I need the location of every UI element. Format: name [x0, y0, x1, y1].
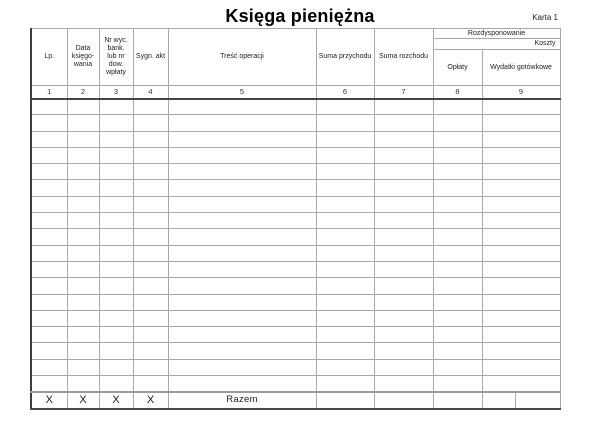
column-number-2: 2	[67, 86, 99, 99]
entry-cell-col8	[433, 196, 482, 212]
entry-cell-col7	[374, 229, 433, 245]
entry-cell-col4	[133, 229, 168, 245]
entry-cell-col4	[133, 99, 168, 115]
entry-cell-col3	[99, 180, 133, 196]
entry-cell-col8	[433, 327, 482, 343]
entry-cell-col9	[482, 115, 560, 131]
entry-row	[31, 310, 560, 326]
entry-cell-col8	[433, 343, 482, 359]
entry-cell-col1	[31, 180, 67, 196]
column-number-row	[31, 86, 560, 99]
entry-cell-col4	[133, 213, 168, 229]
entry-cell-col7	[374, 147, 433, 163]
entry-row	[31, 229, 560, 245]
entry-cell-col1	[31, 278, 67, 294]
entry-cell-col9	[482, 196, 560, 212]
entry-cell-col5	[168, 164, 316, 180]
group-header-rozdysponowanie: Rozdysponowanie	[433, 29, 560, 39]
column-number-6: 6	[316, 86, 374, 99]
entry-cell-col5	[168, 327, 316, 343]
entry-cell-col9	[482, 99, 560, 115]
entry-cell-col2	[67, 278, 99, 294]
entry-cell-col1	[31, 115, 67, 131]
entry-cell-col1	[31, 164, 67, 180]
entry-row	[31, 294, 560, 310]
entry-cell-col2	[67, 245, 99, 261]
entry-cell-col4	[133, 278, 168, 294]
group-header-koszty: Koszty	[433, 39, 560, 50]
entry-cell-col1	[31, 229, 67, 245]
entry-row	[31, 99, 560, 115]
summary-x-lp: X	[31, 392, 67, 409]
entry-cell-col4	[133, 115, 168, 131]
entry-cell-col7	[374, 327, 433, 343]
entry-cell-col5	[168, 261, 316, 277]
entry-cell-col8	[433, 180, 482, 196]
entry-cell-col8	[433, 164, 482, 180]
entry-cell-col2	[67, 261, 99, 277]
entry-cell-col8	[433, 376, 482, 392]
page-title: Księga pieniężna	[225, 6, 375, 26]
entry-cell-col3	[99, 131, 133, 147]
entry-cell-col5	[168, 310, 316, 326]
entry-cell-col2	[67, 196, 99, 212]
entry-cell-col7	[374, 99, 433, 115]
entry-cell-col2	[67, 213, 99, 229]
entry-cell-col5	[168, 196, 316, 212]
entry-cell-col9	[482, 147, 560, 163]
column-number-7: 7	[374, 86, 433, 99]
entry-cell-col3	[99, 343, 133, 359]
entry-cell-col1	[31, 359, 67, 375]
entry-cell-col7	[374, 180, 433, 196]
entry-row	[31, 131, 560, 147]
entry-row	[31, 261, 560, 277]
entry-cell-col2	[67, 327, 99, 343]
entry-cell-col3	[99, 327, 133, 343]
column-number-5: 5	[168, 86, 316, 99]
entry-cell-col3	[99, 376, 133, 392]
entry-cell-col2	[67, 99, 99, 115]
entry-cell-col7	[374, 164, 433, 180]
entry-cell-col8	[433, 213, 482, 229]
entry-cell-col6	[316, 196, 374, 212]
entry-row	[31, 115, 560, 131]
cashbook-table	[30, 28, 561, 410]
entry-cell-col4	[133, 180, 168, 196]
entry-cell-col1	[31, 343, 67, 359]
entry-row	[31, 343, 560, 359]
entry-cell-col6	[316, 294, 374, 310]
entry-row	[31, 245, 560, 261]
entry-cell-col4	[133, 327, 168, 343]
entry-cell-col6	[316, 327, 374, 343]
entry-cell-col2	[67, 131, 99, 147]
entry-cell-col3	[99, 310, 133, 326]
summary-x-data: X	[67, 392, 99, 409]
entry-cell-col3	[99, 278, 133, 294]
entry-row	[31, 359, 560, 375]
entry-cell-col4	[133, 147, 168, 163]
entry-cell-col6	[316, 310, 374, 326]
entry-cell-col4	[133, 359, 168, 375]
entry-cell-col5	[168, 147, 316, 163]
entry-cell-col7	[374, 343, 433, 359]
entry-cell-col2	[67, 229, 99, 245]
entry-cell-col4	[133, 376, 168, 392]
entry-cell-col2	[67, 115, 99, 131]
entry-cell-col5	[168, 359, 316, 375]
entry-row	[31, 196, 560, 212]
entry-cell-col5	[168, 213, 316, 229]
entry-cell-col6	[316, 115, 374, 131]
summary-x-nr-wyciagu: X	[99, 392, 133, 409]
entry-cell-col2	[67, 164, 99, 180]
entry-cell-col3	[99, 245, 133, 261]
entry-cell-col7	[374, 196, 433, 212]
entry-row	[31, 164, 560, 180]
entry-cell-col1	[31, 310, 67, 326]
entry-cell-col1	[31, 261, 67, 277]
entry-cell-col9	[482, 245, 560, 261]
entry-cell-col7	[374, 359, 433, 375]
header-row-top	[31, 29, 560, 39]
entry-cell-col9	[482, 213, 560, 229]
entry-cell-col3	[99, 294, 133, 310]
entry-cell-col8	[433, 131, 482, 147]
column-number-3: 3	[99, 86, 133, 99]
entry-cell-col1	[31, 294, 67, 310]
entry-cell-col6	[316, 359, 374, 375]
entry-cell-col1	[31, 131, 67, 147]
card-number-label: Karta 1	[532, 13, 558, 22]
column-header-tresc-operacji: Treść operacji	[168, 29, 316, 86]
entry-cell-col5	[168, 99, 316, 115]
column-number-4: 4	[133, 86, 168, 99]
entry-cell-col2	[67, 180, 99, 196]
entry-cell-col3	[99, 147, 133, 163]
entry-cell-col8	[433, 294, 482, 310]
entry-cell-col6	[316, 99, 374, 115]
entry-cell-col3	[99, 115, 133, 131]
entry-cell-col3	[99, 261, 133, 277]
column-header-nr-wyciagu: Nr wyc. bank. lub nr dow. wpłaty	[99, 29, 133, 86]
entry-cell-col6	[316, 376, 374, 392]
entry-cell-col5	[168, 343, 316, 359]
entry-cell-col8	[433, 229, 482, 245]
entry-cell-col6	[316, 131, 374, 147]
entry-cell-col3	[99, 164, 133, 180]
entry-cell-col6	[316, 278, 374, 294]
column-header-lp: Lp.	[31, 29, 67, 86]
summary-cell-oplaty	[433, 392, 482, 409]
entry-cell-col4	[133, 294, 168, 310]
entry-cell-col6	[316, 343, 374, 359]
column-header-sygn-akt: Sygn. akt	[133, 29, 168, 86]
entry-cell-col1	[31, 376, 67, 392]
entry-cell-col7	[374, 213, 433, 229]
entry-cell-col9	[482, 294, 560, 310]
entry-cell-col9	[482, 343, 560, 359]
summary-x-sygn-akt: X	[133, 392, 168, 409]
column-header-data-ksiegowania: Data księgo- wania	[67, 29, 99, 86]
column-header-oplaty: Opłaty	[433, 50, 482, 86]
entry-cell-col9	[482, 359, 560, 375]
summary-cell-suma-przychodu	[316, 392, 374, 409]
entry-cell-col9	[482, 278, 560, 294]
entry-cell-col8	[433, 261, 482, 277]
table-body	[31, 29, 560, 409]
entry-cell-col9	[482, 376, 560, 392]
entry-cell-col2	[67, 376, 99, 392]
entry-cell-col2	[67, 359, 99, 375]
entry-cell-col9	[482, 261, 560, 277]
entry-cell-col1	[31, 99, 67, 115]
entry-cell-col6	[316, 261, 374, 277]
entry-cell-col6	[316, 180, 374, 196]
entry-cell-col4	[133, 245, 168, 261]
column-number-1: 1	[31, 86, 67, 99]
summary-cell-wydatki-b	[515, 392, 560, 409]
entry-cell-col8	[433, 99, 482, 115]
column-number-9: 9	[482, 86, 560, 99]
entry-cell-col9	[482, 310, 560, 326]
entry-cell-col1	[31, 147, 67, 163]
entry-cell-col4	[133, 261, 168, 277]
entry-cell-col2	[67, 147, 99, 163]
entry-cell-col7	[374, 278, 433, 294]
entry-row	[31, 180, 560, 196]
entry-cell-col9	[482, 229, 560, 245]
entry-row	[31, 327, 560, 343]
entry-cell-col7	[374, 261, 433, 277]
entry-cell-col8	[433, 278, 482, 294]
entry-cell-col2	[67, 294, 99, 310]
entry-cell-col1	[31, 213, 67, 229]
summary-cell-suma-rozchodu	[374, 392, 433, 409]
entry-cell-col5	[168, 245, 316, 261]
entry-cell-col5	[168, 294, 316, 310]
entry-cell-col5	[168, 376, 316, 392]
summary-label-razem: Razem	[168, 392, 316, 409]
entry-cell-col4	[133, 131, 168, 147]
entry-cell-col5	[168, 180, 316, 196]
entry-cell-col7	[374, 294, 433, 310]
entry-cell-col7	[374, 131, 433, 147]
entry-cell-col6	[316, 164, 374, 180]
entry-cell-col7	[374, 310, 433, 326]
entry-cell-col9	[482, 164, 560, 180]
entry-cell-col3	[99, 213, 133, 229]
column-number-8: 8	[433, 86, 482, 99]
entry-cell-col6	[316, 245, 374, 261]
entry-cell-col4	[133, 164, 168, 180]
entry-cell-col8	[433, 115, 482, 131]
entry-cell-col6	[316, 229, 374, 245]
entry-cell-col5	[168, 131, 316, 147]
entry-cell-col8	[433, 245, 482, 261]
column-header-suma-przychodu: Suma przychodu	[316, 29, 374, 86]
entry-row	[31, 278, 560, 294]
entry-cell-col5	[168, 278, 316, 294]
entry-cell-col1	[31, 327, 67, 343]
entry-cell-col6	[316, 147, 374, 163]
entry-cell-col8	[433, 359, 482, 375]
entry-cell-col7	[374, 245, 433, 261]
entry-cell-col9	[482, 131, 560, 147]
entry-cell-col2	[67, 343, 99, 359]
entry-cell-col5	[168, 115, 316, 131]
entry-cell-col8	[433, 147, 482, 163]
entry-cell-col3	[99, 229, 133, 245]
entry-cell-col4	[133, 196, 168, 212]
entry-cell-col3	[99, 359, 133, 375]
entry-cell-col3	[99, 196, 133, 212]
entry-cell-col3	[99, 99, 133, 115]
entry-cell-col4	[133, 310, 168, 326]
entry-cell-col8	[433, 310, 482, 326]
entry-cell-col4	[133, 343, 168, 359]
entry-cell-col1	[31, 245, 67, 261]
column-header-suma-rozchodu: Suma rozchodu	[374, 29, 433, 86]
entry-row	[31, 213, 560, 229]
entry-cell-col2	[67, 310, 99, 326]
entry-cell-col5	[168, 229, 316, 245]
entry-cell-col9	[482, 327, 560, 343]
entry-cell-col7	[374, 115, 433, 131]
entry-row	[31, 376, 560, 392]
entry-cell-col9	[482, 180, 560, 196]
summary-cell-wydatki-a	[482, 392, 515, 409]
summary-row	[31, 392, 560, 409]
entry-cell-col7	[374, 376, 433, 392]
column-header-wydatki-gotowkowe: Wydatki gotówkowe	[482, 50, 560, 86]
entry-row	[31, 147, 560, 163]
entry-cell-col6	[316, 213, 374, 229]
entry-cell-col1	[31, 196, 67, 212]
